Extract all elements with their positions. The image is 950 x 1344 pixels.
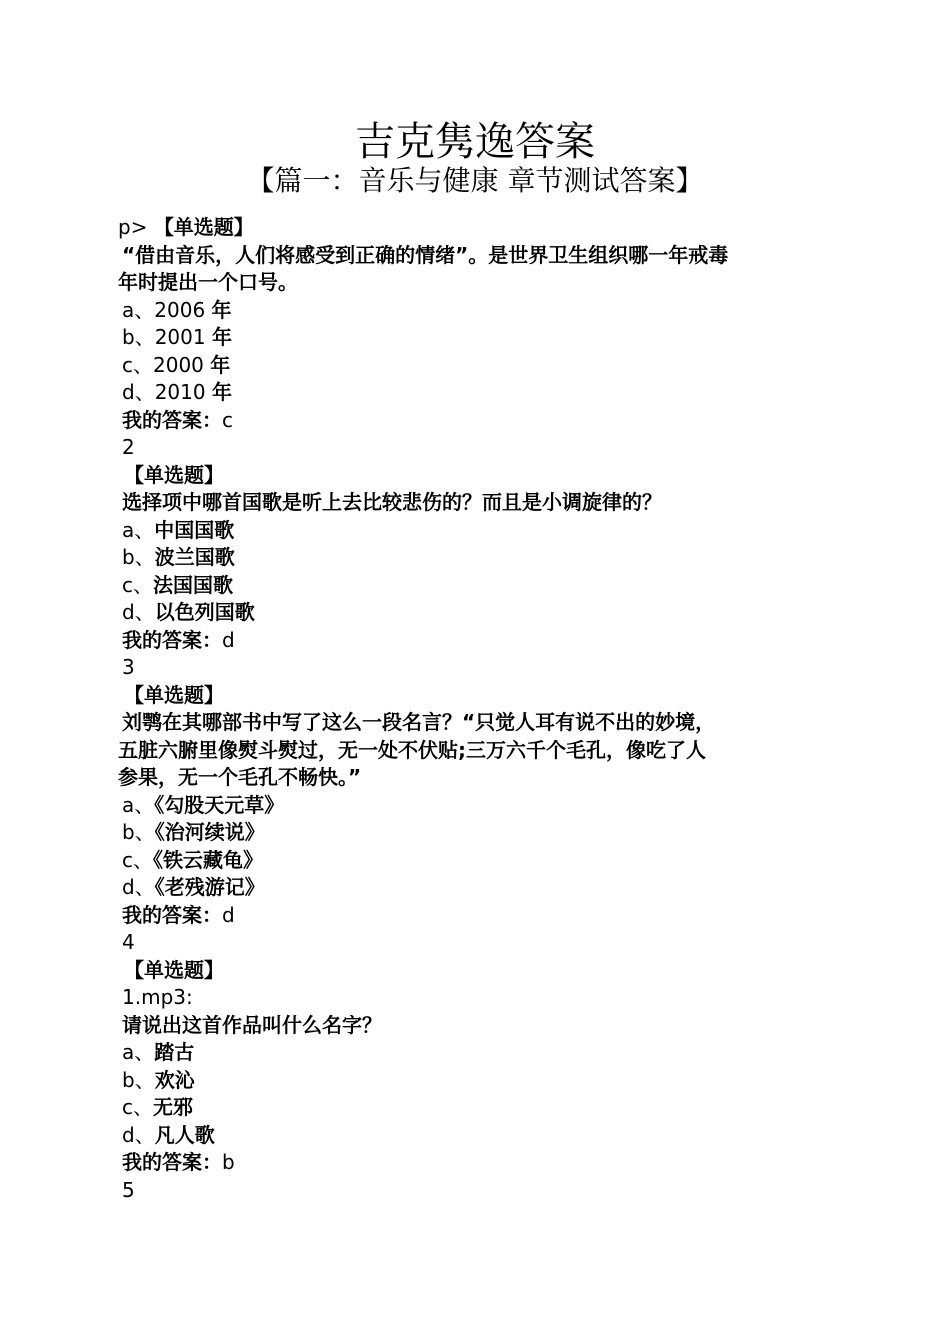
question-3-type: 【单选题】 [124,682,224,707]
question-4-option-a [118,1039,838,1067]
question-2-answer [118,627,838,655]
answer-label: 我的答案： [122,627,222,652]
question-3-option-c [118,847,838,875]
option-letter: b、 [122,325,155,349]
answer-value: d [222,902,235,927]
question-4-type: 【单选题】 [124,957,224,982]
question-1-option-a [118,297,838,325]
option-letter: d、 [122,1122,155,1147]
answer-value: b [222,1150,235,1174]
option-letter: d、 [122,600,155,624]
option-letter: c、 [122,352,153,377]
question-4-text: 请说出这首作品叫什么名字？ [122,1012,382,1037]
option-value: 《老残游记》 [154,875,265,899]
question-3-text-line2: 五脏六腑里像熨斗熨过，无一处不伏贴;三万六千个毛孔，像吃了人 [118,737,706,762]
option-value: 2001 [154,325,206,349]
question-1-header [118,214,838,242]
question-1-prefix: p> [118,215,148,239]
option-suffix: 年 [211,325,232,349]
question-3-answer [118,902,838,930]
answer-label: 我的答案： [122,407,222,432]
option-suffix: 年 [210,352,231,377]
question-2-option-d [118,599,838,627]
option-letter: c、 [122,847,153,872]
option-value: 法国国歌 [153,572,233,597]
option-letter: a、 [122,1040,155,1064]
question-1-option-d [118,379,838,407]
question-2-option-a [118,517,838,545]
question-3-number: 3 [122,655,135,679]
option-value: 2010 [154,380,206,404]
question-3-option-a [118,792,838,820]
question-3-text-line1: 刘鹗在其哪部书中写了这么一段名言？“只觉人耳有说不出的妙境， [122,710,716,734]
question-1-text-line2: 年时提出一个口号。 [118,270,298,294]
question-4-answer [118,1149,838,1177]
option-value: 以色列国歌 [154,600,255,624]
answer-label: 我的答案： [122,1150,222,1174]
question-1-type: 【单选题】 [153,215,254,239]
option-value: 波兰国歌 [154,545,235,569]
answer-value: c [222,407,233,432]
option-value: 踏古 [154,1040,195,1064]
question-4-number: 4 [122,930,135,954]
option-letter: a、 [122,297,155,322]
option-letter: d、 [122,875,155,899]
option-letter: b、 [122,1067,155,1092]
option-suffix: 年 [211,297,232,322]
option-letter: c、 [122,1095,153,1119]
question-3-text-line3: 参果，无一个毛孔不畅快。” [118,765,362,789]
question-1-answer [118,407,838,435]
question-5-number: 5 [122,1177,135,1202]
option-letter: b、 [122,820,155,844]
option-suffix: 年 [211,380,232,404]
document-subtitle: 【篇一：音乐与健康 章节测试答案】 [246,164,704,197]
option-letter: b、 [122,545,155,569]
question-4-media: 1.mp3: [122,985,193,1009]
question-1-text-line1: “借由音乐，人们将感受到正确的情绪”。是世界卫生组织哪一年戒毒 [122,242,729,267]
option-value: 《治河续说》 [154,820,265,844]
question-2-text: 选择项中哪首国歌是听上去比较悲伤的？而且是小调旋律的？ [122,490,662,514]
option-value: 2006 [154,297,206,322]
question-4-option-b [118,1067,838,1095]
option-value: 中国国歌 [154,517,235,542]
option-letter: a、 [122,792,155,817]
option-letter: a、 [122,517,155,542]
question-4-option-d [118,1122,838,1150]
option-value: 无邪 [153,1095,193,1119]
question-2-option-c [118,572,838,600]
question-3-option-d [118,874,838,902]
answer-label: 我的答案： [122,902,222,927]
option-value: 欢沁 [154,1067,195,1092]
question-2-number: 2 [122,435,135,459]
question-2-type: 【单选题】 [124,462,224,487]
question-2-option-b [118,544,838,572]
option-value: 2000 [153,352,204,377]
question-1-option-c [118,352,838,380]
document-title: 吉克隽逸答案 [355,119,595,165]
option-value: 《勾股天元草》 [154,792,285,817]
option-letter: c、 [122,572,153,597]
question-1-option-b [118,324,838,352]
option-value: 《铁云藏龟》 [153,847,263,872]
question-4-option-c [118,1094,838,1122]
document-body [118,214,838,1204]
question-3-option-b [118,819,838,847]
option-letter: d、 [122,380,155,404]
answer-value: d [222,627,235,652]
option-value: 凡人歌 [154,1122,215,1147]
